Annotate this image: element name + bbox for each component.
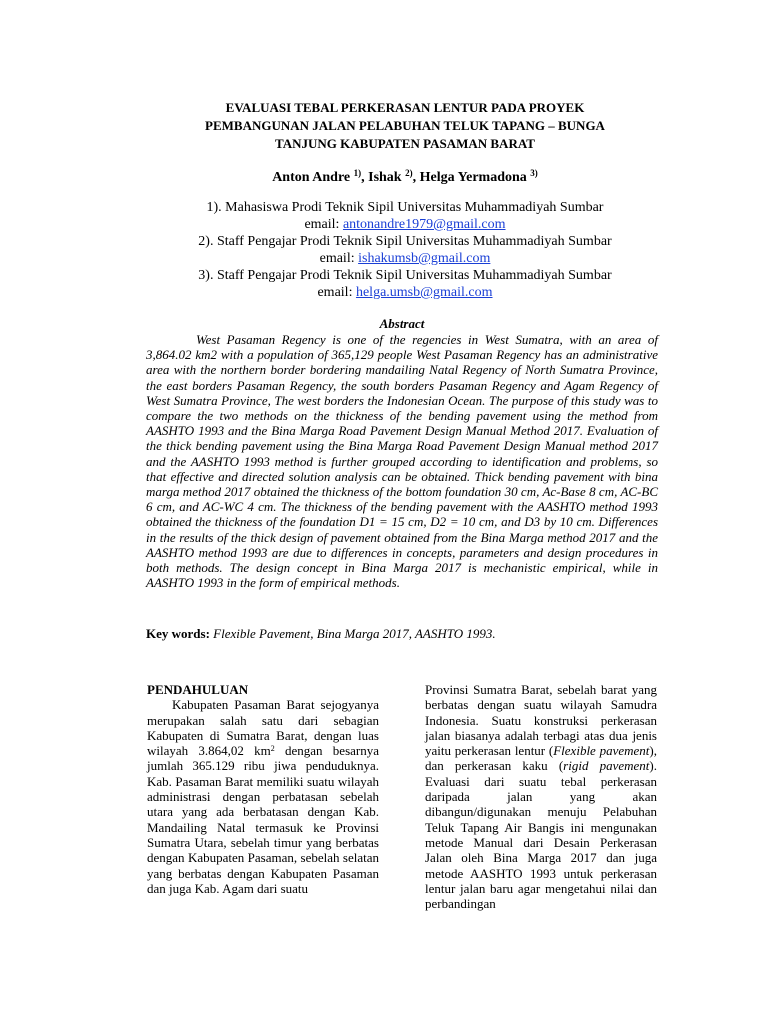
intro-text: Kabupaten Pasaman Barat sejogyanya merupakan salah satu dari sebagian Kabupaten di Sumatra Barat, dengan luas wilayah 3.864,02 km <box>147 697 379 759</box>
author-1: Anton Andre <box>272 170 351 185</box>
email-link-1[interactable]: antonandre1979@gmail.com <box>342 217 506 232</box>
term-rigid-pavement: rigid pavement <box>563 758 650 774</box>
intro-text: dengan besarnya jumlah 365.129 ribu jiwa penduduknya. Kab. Pasaman Barat memiliki suatu wilayah administrasi dengan perbatasan sebelah utara yang ada berbatasan dengan Kab. Mandailing Natal termasuk ke Provinsi Sumatra Utara, sebelah timur yang berbatas dengan Kabupaten Pasaman, sebelah selatan yang berbatas dengan Kabupaten Pasaman dan juga Kab. Agam dari suatu <box>147 743 379 896</box>
author-separator: , <box>361 170 369 185</box>
intro-text: ), dan perkerasan kaku ( <box>425 743 657 774</box>
affiliation-3: 3). Staff Pengajar Prodi Teknik Sipil Universitas Muhammadiyah Sumbar <box>198 268 612 283</box>
affiliation-3-email-line <box>120 284 690 301</box>
keywords-list: Flexible Pavement, Bina Marga 2017, AASHTO 1993. <box>209 626 496 641</box>
author-2-marker: 2) <box>405 168 413 178</box>
column-left <box>147 682 379 896</box>
title-line-1: EVALUASI TEBAL PERKERASAN LENTUR PADA PROYEK <box>225 100 585 115</box>
paper-title <box>120 99 690 153</box>
affiliation-2-email-line <box>120 250 690 267</box>
section-heading-pendahuluan: PENDAHULUAN <box>147 682 249 697</box>
column-right <box>425 682 657 911</box>
abstract-body: West Pasaman Regency is one of the regencies in West Sumatra, with an area of 3,864.02 km2 with a population of 365,129 people West Pasaman Regency has an administrative area with the northern border bordering mandailing Natal Regency of North Sumatra Province, the east borders Pasaman Regency, the south borders Pasaman Regency and Agam Regency of West Sumatra Province, The west borders the Indonesian Ocean. The purpose of this study was to compare the two methods on the thickness of the bending pavement using the method from AASHTO 1993 and the Bina Marga Road Pavement Design Manual Method 2017. Evaluation of the thick bending pavement using the Bina Marga Road Pavement Design Manual method 2017 and the AASHTO 1993 method is further grouped according to identification and problems, so that effective and directed solution analysis can be obtained. Thick bending pavement with bina marga method 2017 obtained the thickness of the bottom foundation 30 cm, Ac-Base 8 cm, AC-BC 6 cm, and AC-WC 4 cm. The thickness of the bending pavement with the AASHTO method 1993 obtained the thickness of the foundation D1 = 15 cm, D2 = 10 cm, and D3 by 10 cm. Differences in the results of the thick design of pavement obtained from the Bina Marga method 2017 and the AASHTO method 1993 are due to differences in concepts, parameters and design procedures in both methods. The design concept in Bina Marga 2017 is mechanistic empirical, while in AASHTO 1993 in the form of empirical methods. <box>146 332 658 591</box>
author-3-marker: 3) <box>530 168 538 178</box>
km2-superscript: 2 <box>270 744 275 754</box>
author-3: Helga Yermadona <box>419 170 527 185</box>
author-list <box>120 168 690 188</box>
email-label: email: <box>319 251 359 266</box>
author-2: Ishak <box>368 170 402 185</box>
intro-text: Provinsi Sumatra Barat, sebelah barat yang berbatas dengan suatu wilayah Samudra Indonesia. Suatu konstruksi perkerasan jalan biasanya adalah terbagi atas dua jenis yaitu perkerasan lentur ( <box>425 682 657 759</box>
intro-paragraph-1 <box>147 697 379 896</box>
term-flexible-pavement: Flexible pavement <box>553 743 650 759</box>
title-line-3: TANJUNG KABUPATEN PASAMAN BARAT <box>275 136 535 151</box>
title-line-2: PEMBANGUNAN JALAN PELABUHAN TELUK TAPANG – BUNGA <box>205 118 605 133</box>
affiliations <box>120 199 690 301</box>
email-label: email: <box>304 217 343 232</box>
keywords <box>146 626 658 641</box>
affiliation-1: 1). Mahasiswa Prodi Teknik Sipil Universitas Muhammadiyah Sumbar <box>206 200 604 215</box>
email-link-2[interactable]: ishakumsb@gmail.com <box>358 251 491 266</box>
email-link-3[interactable]: helga.umsb@gmail.com <box>355 285 493 300</box>
author-1-marker: 1) <box>353 168 362 178</box>
email-label: email: <box>317 285 356 300</box>
keywords-label: Key words: <box>146 626 210 641</box>
intro-paragraph-continued <box>425 682 657 911</box>
affiliation-2: 2). Staff Pengajar Prodi Teknik Sipil Universitas Muhammadiyah Sumbar <box>198 234 612 249</box>
intro-text: ). Evaluasi dari suatu tebal perkerasan daripada jalan yang akan dibangun/digunakan menuju Pelabuhan Teluk Tapang Air Bangis ini mengunakan metode Manual dari Desain Perkerasan Jalan oleh Bina Marga 2017 dan juga metode AASHTO 1993 untuk perkerasan lentur jalan baru agar mengetahui nilai dan perbandingan <box>425 758 658 912</box>
affiliation-1-email-line <box>120 216 690 233</box>
author-separator: , <box>412 170 420 185</box>
abstract-heading: Abstract <box>379 316 425 331</box>
